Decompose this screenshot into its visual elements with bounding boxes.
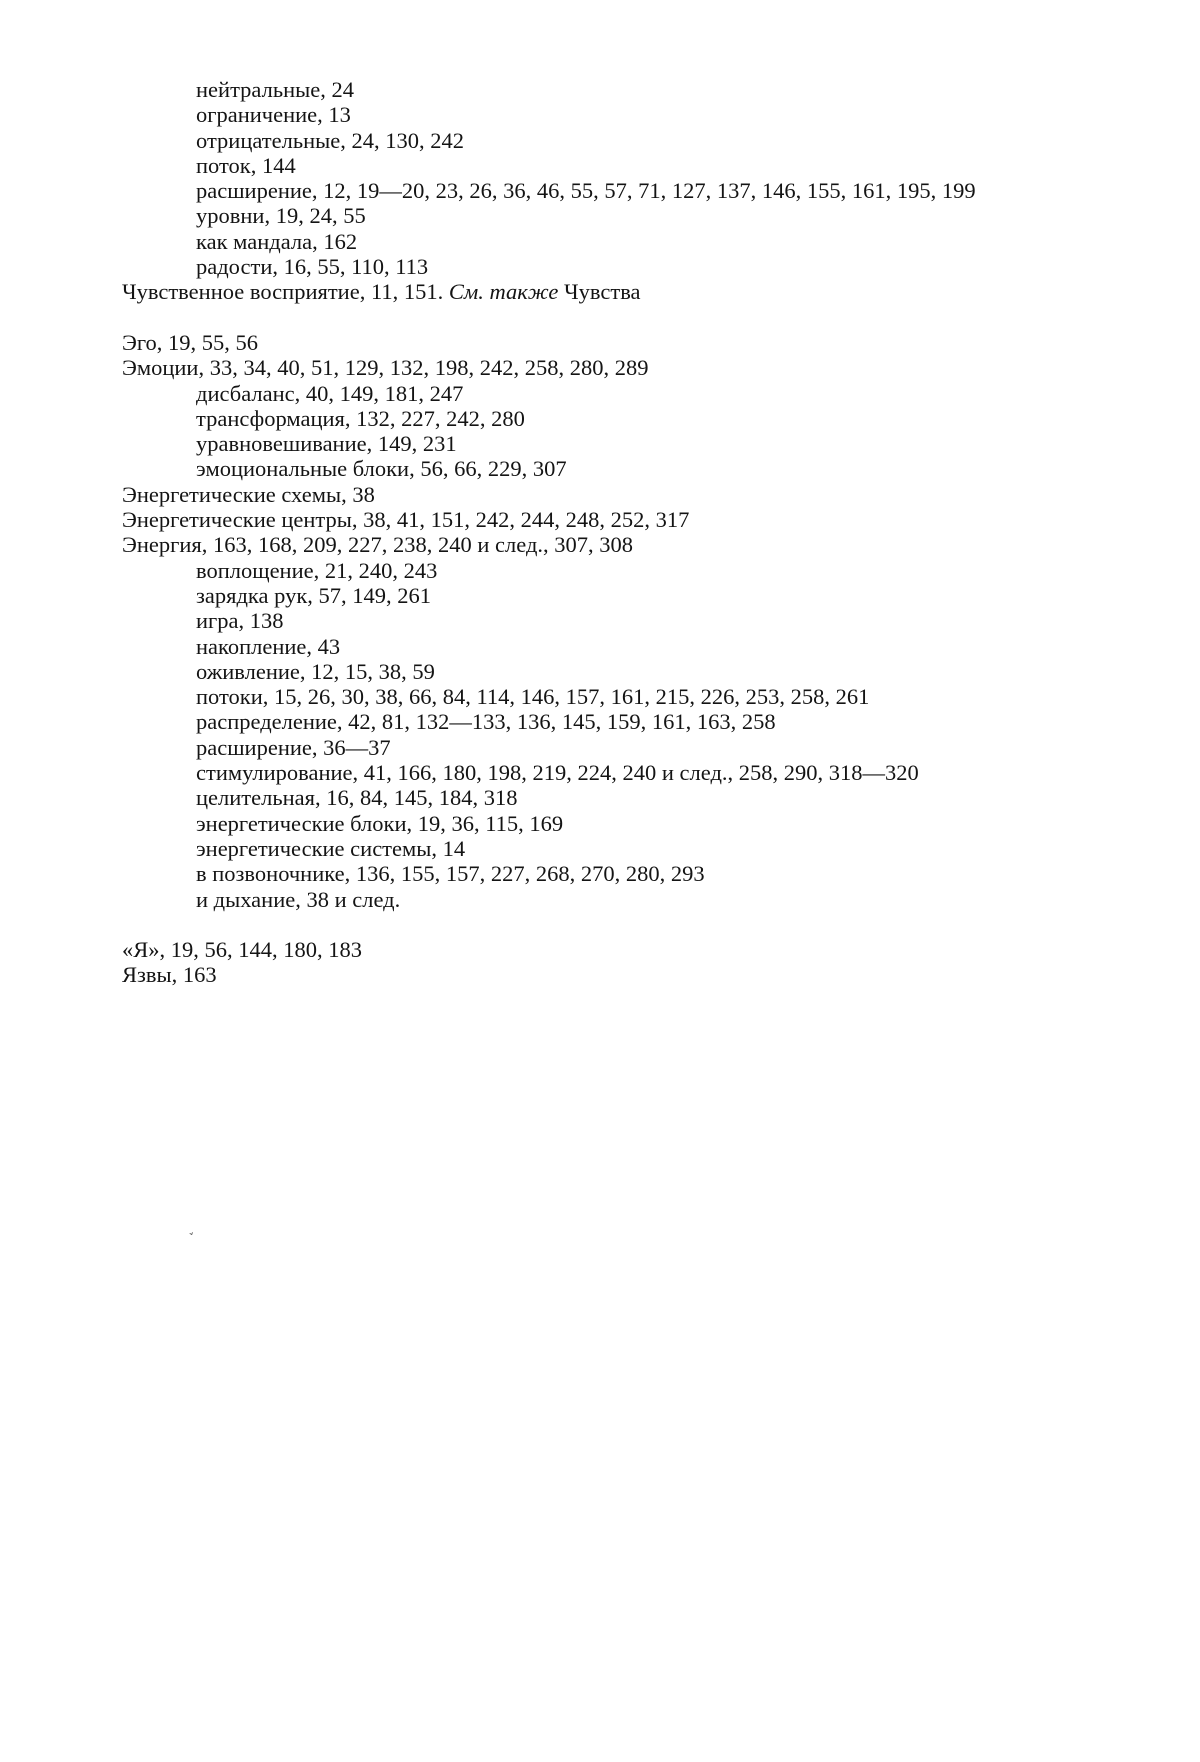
index-entry-text: энергетические системы, 14 [196, 835, 466, 861]
index-entry-text: трансформация, 132, 227, 242, 280 [196, 405, 525, 431]
index-entry-text: Эмоции, 33, 34, 40, 51, 129, 132, 198, 242, 258, 280, 289 [122, 355, 649, 381]
index-subentry [196, 583, 1082, 608]
index-entry-text: расширение, 36—37 [196, 734, 391, 760]
index-entry-text: Энергия, 163, 168, 209, 227, 238, 240 и след., 307, 308 [122, 532, 634, 558]
index-entry-text: Энергетические центры, 38, 41, 151, 242, 244, 248, 252, 317 [122, 507, 690, 533]
index-subentry [196, 760, 1082, 785]
index-entry-text: целительная, 16, 84, 145, 184, 318 [196, 785, 518, 811]
index-heading [122, 279, 1082, 304]
index-subentry [196, 456, 1082, 481]
index-heading [122, 355, 1082, 380]
index-heading [122, 330, 1082, 355]
index-gap [122, 912, 1082, 937]
index-entry-text: как мандала, 162 [196, 228, 358, 254]
index-subentry [196, 102, 1082, 127]
see-also-label: См. также [448, 279, 559, 305]
index-subentry [196, 861, 1082, 886]
index-entry-text: стимулирование, 41, 166, 180, 198, 219, 224, 240 и след., 258, 290, 318—320 [196, 760, 919, 786]
index-entry-text: ограничение, 13 [196, 102, 351, 128]
index-subentry [196, 887, 1082, 912]
index-entry-text: Энергетические схемы, 38 [122, 481, 375, 507]
see-also-target: Чувства [558, 279, 641, 305]
index-subentry [196, 178, 1082, 203]
index-entry-text: расширение, 12, 19—20, 23, 26, 36, 46, 55, 57, 71, 127, 137, 146, 155, 161, 195, 199 [196, 178, 976, 204]
index-entry-text: отрицательные, 24, 130, 242 [196, 127, 465, 153]
index-subentry [196, 659, 1082, 684]
index-entry-text: и дыхание, 38 и след. [196, 886, 401, 912]
index-subentry [196, 254, 1082, 279]
index-entry-text: потоки, 15, 26, 30, 38, 66, 84, 114, 146, 157, 161, 215, 226, 253, 258, 261 [196, 684, 870, 710]
index-entry-text: Эго, 19, 55, 56 [122, 329, 259, 355]
index-subentry [196, 709, 1082, 734]
index-subentry [196, 811, 1082, 836]
index-subentry [196, 406, 1082, 431]
index-entry-text: эмоциональные блоки, 56, 66, 229, 307 [196, 456, 567, 482]
index-entry-text: энергетические блоки, 19, 36, 115, 169 [196, 810, 564, 836]
index-entry-text: уровни, 19, 24, 55 [196, 203, 366, 229]
index-subentry [196, 203, 1082, 228]
index-entry-text: оживление, 12, 15, 38, 59 [196, 658, 435, 684]
index-entry-text: нейтральные, 24 [196, 77, 354, 102]
index-subentry [196, 431, 1082, 456]
index-subentry [196, 229, 1082, 254]
index-heading [122, 962, 1082, 987]
index-entry-text: в позвоночнике, 136, 155, 157, 227, 268, 270, 280, 293 [196, 861, 705, 887]
index-subentry [196, 785, 1082, 810]
index-subentry [196, 684, 1082, 709]
index-entry-text: дисбаланс, 40, 149, 181, 247 [196, 380, 464, 406]
index-entry-text: Чувственное восприятие, 11, 151. [122, 279, 449, 305]
index-subentry [196, 153, 1082, 178]
index-heading [122, 482, 1082, 507]
index-subentry [196, 381, 1082, 406]
index-gap [122, 305, 1082, 330]
index-subentry [196, 128, 1082, 153]
index-heading [122, 937, 1082, 962]
index-entry-text: зарядка рук, 57, 149, 261 [196, 582, 432, 608]
index-subentry [196, 735, 1082, 760]
stray-ink-mark: ˇ [187, 1230, 199, 1246]
index-heading [122, 532, 1082, 557]
index-entry-text: уравновешивание, 149, 231 [196, 431, 457, 457]
index-entry-text: радости, 16, 55, 110, 113 [196, 254, 429, 280]
index-subentry [196, 608, 1082, 633]
index-subentry [196, 634, 1082, 659]
index-list [122, 77, 1082, 988]
index-entry-text: накопление, 43 [196, 633, 341, 659]
index-subentry [196, 836, 1082, 861]
index-entry-text: «Я», 19, 56, 144, 180, 183 [122, 937, 363, 963]
index-entry-text: Язвы, 163 [122, 962, 217, 988]
index-heading [122, 507, 1082, 532]
index-subentry [196, 77, 1082, 102]
index-entry-text: игра, 138 [196, 608, 284, 634]
index-entry-text: поток, 144 [196, 152, 296, 178]
index-entry-text: распределение, 42, 81, 132—133, 136, 145, 159, 161, 163, 258 [196, 709, 776, 735]
index-subentry [196, 558, 1082, 583]
index-entry-text: воплощение, 21, 240, 243 [196, 557, 438, 583]
